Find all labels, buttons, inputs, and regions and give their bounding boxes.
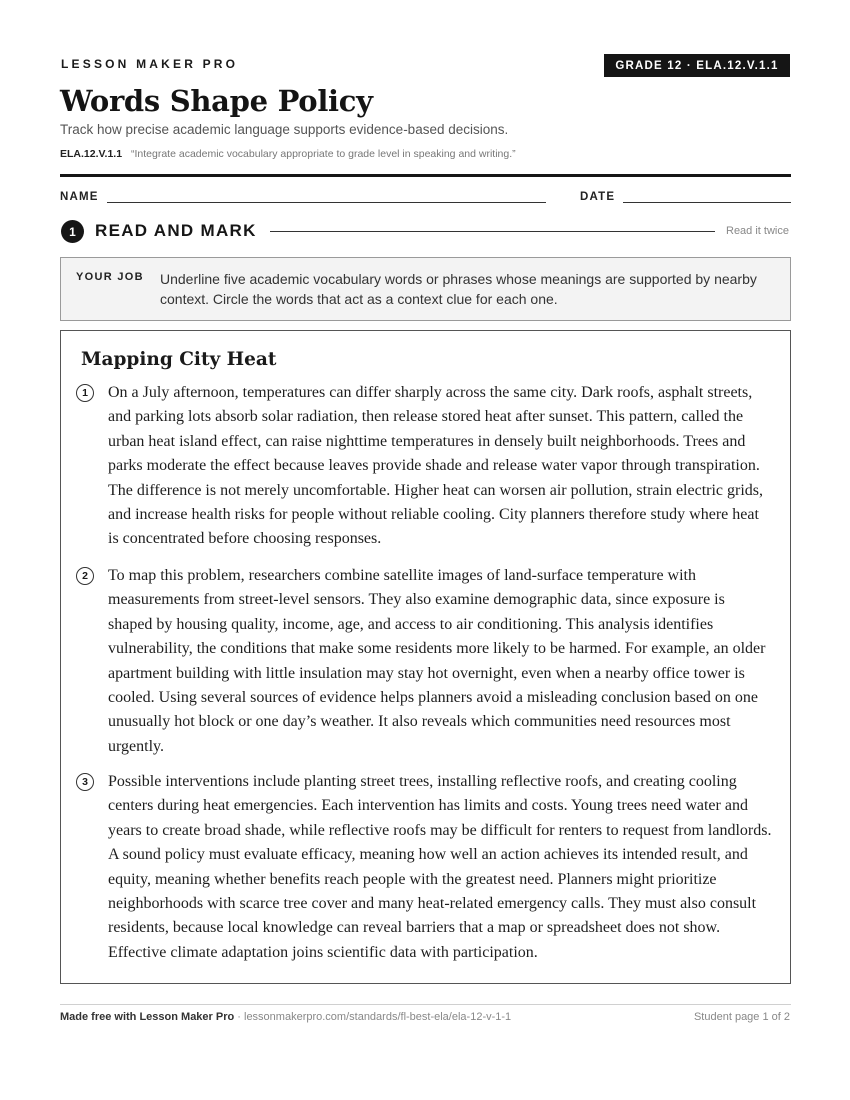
- footer-credit: [60, 1011, 511, 1023]
- job-box: [60, 257, 791, 321]
- section-note: Read it twice: [726, 225, 789, 237]
- standard-line: [60, 148, 516, 160]
- standard-code: ELA.12.V.1.1: [60, 148, 123, 160]
- standard-text: “Integrate academic vocabulary appropriate to grade level in speaking and writing.”: [131, 148, 516, 160]
- page-number: Student page 1 of 2: [693, 1011, 790, 1023]
- paragraph-number-badge: 1: [76, 384, 94, 402]
- passage-paragraph: Possible interventions include planting street trees, installing reflective roofs, and creating cooling centers during heat emergencies. Each intervention has limits and costs. Young trees need water and years to create broad shade, while reflective roofs may be difficult for renters to request from landlords. A sound policy must evaluate efficacy, meaning how well an action achieves its intended result, and equity, meaning whether benefits reach people with the greatest need. Planners might prioritize neighborhoods with scarce tree cover and many heat-related emergency calls. They must also consult residents, because local knowledge can reveal barriers that a map or spreadsheet does not show. Effective climate adaptation joins scientific data with participation.: [108, 773, 772, 961]
- passage-paragraph: On a July afternoon, temperatures can differ sharply across the same city. Dark roofs, asphalt streets, and parking lots absorb solar radiation, then release stored heat after sunset. This pattern, called the urban heat island effect, can raise nighttime temperatures in densely built neighborhoods. Trees and parks moderate the effect because leaves provide shade and release water vapor through transpiration. The difference is not merely uncomfortable. Higher heat can worsen air pollution, strain electric grids, and increase health risks for people without reliable cooling. City planners therefore study where heat is concentrated before choosing responses.: [108, 384, 764, 548]
- date-field[interactable]: [623, 202, 791, 203]
- section-title: READ AND MARK: [95, 221, 257, 240]
- passage-paragraph: To map this problem, researchers combine satellite images of land-surface temperature with measurements from street-level sensors. They also examine demographic data, since exposure is shaped by housing quality, income, age, and access to air conditioning. This analysis identifies vulnerability, the conditions that make some residents more likely to be harmed. For example, an older apartment building with little insulation may stay hot overnight, even when a nearby office tower is cooled. Using several sources of evidence helps planners avoid a misleading conclusion based on one unusually hot block or one day’s weather. It also reveals which communities need resources most urgently.: [108, 567, 766, 755]
- footer-divider: [60, 1004, 791, 1005]
- job-instructions: Underline five academic vocabulary words or phrases whose meanings are supported by nearby context. Circle the words that act as a context clue for each one.: [160, 271, 757, 307]
- section-divider: [270, 231, 715, 232]
- brand-name: LESSON MAKER PRO: [61, 57, 239, 71]
- footer-made-with: Made free with Lesson Maker Pro: [60, 1011, 235, 1023]
- grade-badge: GRADE 12 · ELA.12.V.1.1: [604, 54, 790, 77]
- paragraph-number-badge: 3: [76, 773, 94, 791]
- job-label: YOUR JOB: [76, 271, 144, 283]
- section-number-badge: 1: [61, 220, 84, 243]
- name-label: NAME: [60, 191, 99, 203]
- header-divider: [60, 174, 791, 177]
- footer-url[interactable]: · lessonmakerpro.com/standards/fl-best-ela/ela-12-v-1-1: [234, 1011, 512, 1023]
- paragraph-number-badge: 2: [76, 567, 94, 585]
- page-title: Words Shape Policy: [60, 84, 373, 118]
- passage-title: Mapping City Heat: [81, 349, 277, 370]
- date-label: DATE: [580, 191, 616, 203]
- passage-box: [60, 330, 791, 984]
- page-subtitle: Track how precise academic language supports evidence-based decisions.: [60, 122, 509, 137]
- name-field[interactable]: [107, 202, 546, 203]
